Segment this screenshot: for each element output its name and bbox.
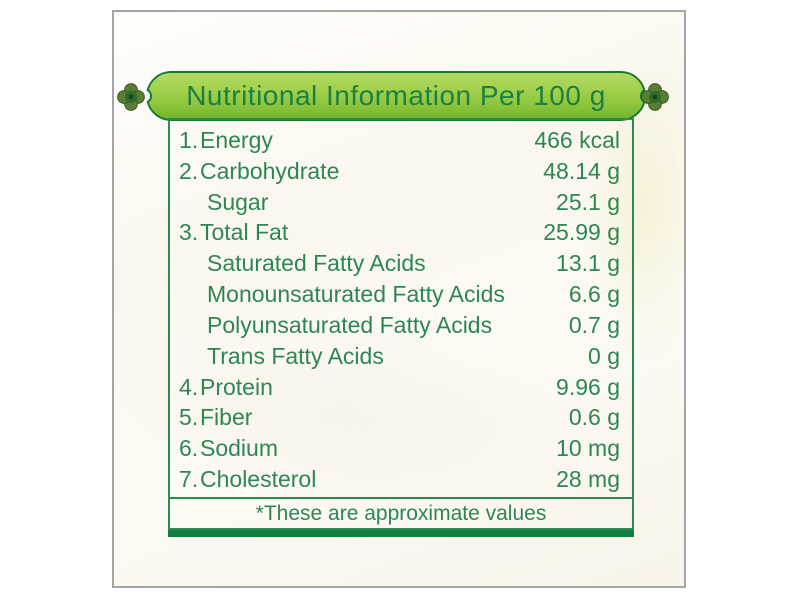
table-row-cholesterol (170, 464, 632, 495)
table-row-monounsaturated-fatty-acids (170, 279, 632, 310)
row-label: Total Fat (200, 219, 289, 246)
nutrition-rows (170, 120, 632, 497)
clover-ornament-icon (117, 83, 145, 111)
row-value: 13.1 g (556, 250, 620, 277)
table-bottom-bar (168, 530, 634, 537)
table-row-carbohydrate (170, 156, 632, 187)
clover-ornament-icon (641, 83, 669, 111)
row-value: 10 mg (556, 435, 620, 462)
row-number: 5. (179, 404, 199, 431)
nutrition-table (168, 118, 634, 530)
row-value: 25.1 g (556, 188, 620, 215)
row-number: 6. (179, 435, 199, 462)
label-page (112, 10, 686, 588)
row-value: 9.96 g (556, 373, 620, 400)
table-row-sugar (170, 187, 632, 218)
row-number: 2. (179, 157, 199, 184)
row-label: Carbohydrate (200, 157, 340, 184)
row-value: 0.7 g (568, 311, 620, 338)
row-number: 1. (179, 126, 199, 153)
table-row-sodium (170, 433, 632, 464)
row-number: 3. (179, 219, 199, 246)
row-label: Fiber (200, 404, 253, 431)
table-row-fiber (170, 402, 632, 433)
row-value: 48.14 g (543, 157, 620, 184)
row-value: 466 kcal (534, 126, 620, 153)
table-row-total-fat (170, 217, 632, 248)
row-label: Polyunsaturated Fatty Acids (207, 311, 493, 338)
row-value: 0.6 g (568, 404, 620, 431)
row-label: Trans Fatty Acids (207, 342, 384, 369)
row-value: 28 mg (556, 466, 620, 493)
table-row-polyunsaturated-fatty-acids (170, 310, 632, 341)
table-row-protein (170, 372, 632, 403)
row-number: 4. (179, 373, 199, 400)
table-row-energy (170, 125, 632, 156)
row-label: Monounsaturated Fatty Acids (207, 281, 505, 308)
table-row-saturated-fatty-acids (170, 248, 632, 279)
row-value: 25.99 g (543, 219, 620, 246)
footer-note-text: *These are approximate values (255, 501, 547, 525)
title-banner (146, 71, 646, 121)
row-label: Energy (200, 126, 273, 153)
row-label: Protein (200, 373, 273, 400)
row-number: 7. (179, 466, 199, 493)
row-label: Cholesterol (200, 466, 317, 493)
table-row-trans-fatty-acids (170, 341, 632, 372)
row-label: Sodium (200, 435, 278, 462)
row-value: 6.6 g (568, 281, 620, 308)
page-title: Nutritional Information Per 100 g (186, 80, 606, 111)
row-label: Sugar (207, 188, 269, 215)
row-value: 0 g (588, 342, 620, 369)
row-label: Saturated Fatty Acids (207, 250, 426, 277)
banner-pill (146, 71, 646, 121)
approximate-values-note (170, 497, 632, 528)
